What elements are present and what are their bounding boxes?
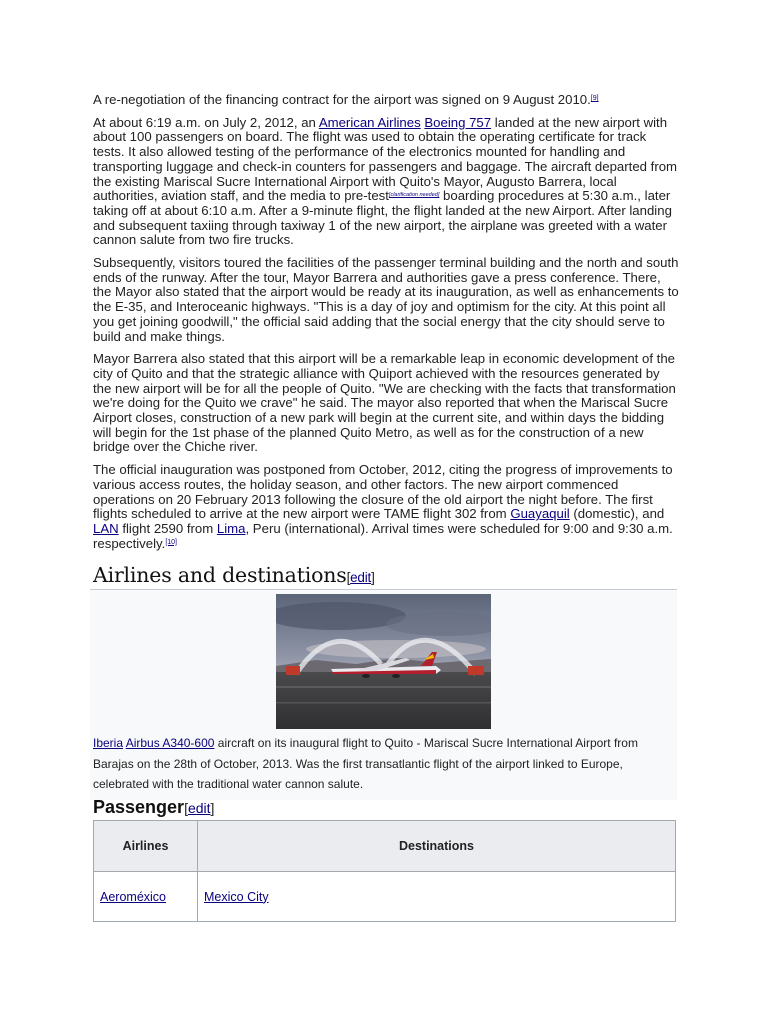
paragraph-text: , Peru (international). Arrival times were scheduled for 9:00 and 9:30 a.m. respectively. [93, 520, 673, 551]
edit-subsection-link [184, 800, 214, 816]
edit-link[interactable]: edit [187, 800, 211, 816]
photo-illustration [276, 594, 491, 729]
bracket-close: ] [210, 800, 215, 816]
paragraph-tour: Subsequently, visitors toured the facilities of the passenger terminal building and the north and south ends of the runway. After the tour, Mayor Barrera and authorities gave a press conference. There, the Mayor also stated that the airport would be ready at its inauguration, as well as enhancements to the E-35, and Interoceanic highways. "This is a day of joy and optimism for the city. At this point all you get joining goodwill," the official said adding that the social energy that the city should serve to build and make things. [93, 255, 679, 344]
caption-text: aircraft on its inaugural flight to Quito - Mariscal Sucre International Airport from Barajas on the 28th of October, 2013. Was the first transatlantic flight of the airport linked to Europe, celebrated with the traditional water cannon salute. [93, 736, 638, 791]
link-mexico-city[interactable]: Mexico City [204, 889, 269, 904]
paragraph-text: landed at the new airport with about 100 passengers on board. The flight was used to obtain the operating certificate for track tests. It also allowed testing of the performance of the electronics mounted for handling and transporting luggage and check-in counters for passengers and baggage. The aircraft departed from the existing Mariscal Sucre International Airport with Quito's Mayor, Augusto Barrera, local authorities, aviation staff, and the media to pre-test [93, 114, 678, 204]
reference-9[interactable] [591, 95, 599, 102]
paragraph-text: flight 2590 from [118, 520, 217, 536]
bracket-open: [ [346, 570, 351, 586]
reference-link[interactable]: [9] [590, 95, 599, 102]
destinations-table [93, 820, 676, 922]
table-row [94, 872, 676, 922]
link-airbus-a340-600[interactable]: Airbus A340-600 [125, 736, 215, 750]
link-aeromexico[interactable]: Aeroméxico [100, 889, 166, 904]
paragraph-text: The official inauguration was postponed from October, 2012, citing the progress of improvements to various access routes, the holiday season, and other factors. The new airport commenced operations on 20 February 2013 following the closure of the old airport the night before. The first flights scheduled to arrive at the new airport were TAME flight 302 from [93, 462, 673, 522]
column-header-airlines[interactable]: Airlines [94, 821, 198, 872]
paragraph-text: (domestic), and [569, 506, 665, 522]
bracket-close: ] [371, 570, 375, 586]
figure-caption [93, 733, 668, 795]
column-header-destinations[interactable]: Destinations [198, 821, 676, 872]
clarification-needed-tag[interactable] [389, 192, 439, 198]
edit-section-link [347, 570, 375, 585]
article-body [93, 93, 679, 590]
paragraph-text: A re-negotiation of the financing contract for the airport was signed on 9 August 2010. [93, 92, 591, 107]
iberia-aircraft-photo[interactable] [276, 594, 491, 729]
link-lan[interactable]: LAN [93, 520, 119, 536]
paragraph-text: At about 6:19 a.m. on July 2, 2012, an [93, 114, 319, 130]
bracket-open: [ [184, 800, 188, 816]
airline-cell [94, 872, 198, 922]
link-american-airlines[interactable]: American Airlines [318, 114, 421, 130]
reference-link[interactable]: [10] [165, 538, 177, 546]
section-heading-airlines [93, 563, 679, 590]
subsection-title: Passenger [93, 797, 185, 817]
link-boeing-757[interactable]: Boeing 757 [424, 114, 492, 130]
edit-link[interactable]: edit [350, 570, 372, 586]
paragraph-mayor: Mayor Barrera also stated that this airport will be a remarkable leap in economic development of the city of Quito and that the strategic alliance with Quiport achieved with the resources generated by the new airport will be for all the people of Quito. "We are checking with the facts that transformation we're doing for the Quito we crave" he said. The mayor also reported that when the Mariscal Sucre Airport closes, construction of a new park will begin at the current site, and within days the bidding will begin for the 1st phase of the planned Quito Metro, as well as for the construction of a new bridge over the Chiche river. [93, 351, 676, 455]
reference-10[interactable] [165, 539, 177, 546]
paragraph-inauguration [93, 463, 679, 551]
link-lima[interactable]: Lima [216, 520, 246, 536]
clarification-needed-link[interactable]: [clarification needed] [388, 192, 440, 199]
link-iberia[interactable]: Iberia [93, 736, 124, 750]
paragraph-test-flight [93, 116, 679, 248]
section-title: Airlines and destinations [93, 563, 347, 588]
paragraph-financing [93, 93, 679, 108]
destinations-cell [198, 872, 676, 922]
paragraph-text: boarding procedures at 5:30 a.m., later taking off at about 6:10 a.m. After a 9-minute flight, the flight landed at the new Airport. After landing and subsequent taxiing through taxiway 1 of the new airport, the airplane was greeted with a water cannon salute from two fire trucks. [93, 188, 672, 248]
subsection-heading-passenger [93, 797, 214, 818]
table-header-row [94, 821, 676, 872]
image-figure [90, 589, 677, 800]
link-guayaquil[interactable]: Guayaquil [510, 506, 570, 522]
